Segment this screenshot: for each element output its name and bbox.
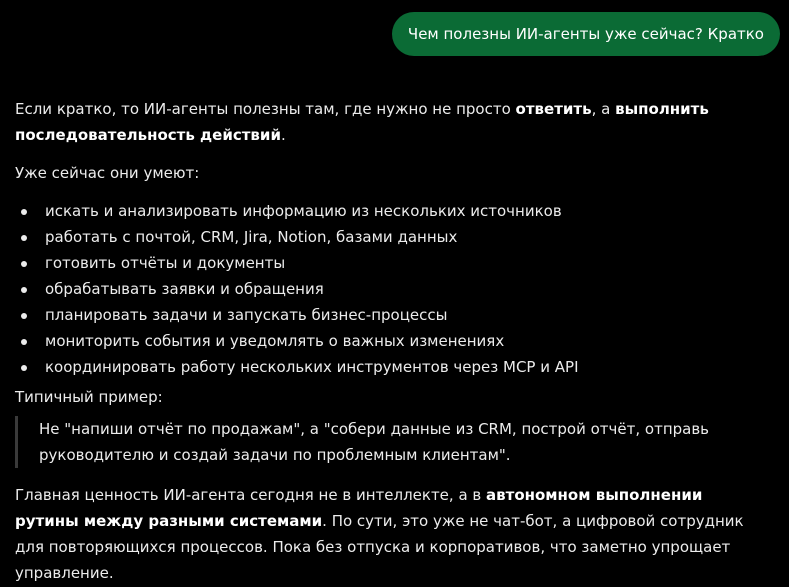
intro-text-3: . [280,126,286,144]
capabilities-list [15,198,767,380]
list-item-text: искать и анализировать информацию из нескольких источников [45,202,562,220]
answer-intro [15,96,767,148]
answer-conclusion [15,482,767,586]
bullet-dot-icon [21,287,27,293]
list-item [15,328,767,354]
intro-bold-2: выполнить последовательность действий [15,100,709,144]
bullet-dot-icon [21,235,27,241]
list-item-text: готовить отчёты и документы [45,254,286,272]
final-text-1: Главная ценность ИИ-агента сегодня не в интеллекте, а в [15,486,487,504]
user-message-row [392,12,780,56]
bullet-dot-icon [21,261,27,267]
list-item [15,302,767,328]
user-message-bubble: Чем полезны ИИ-агенты уже сейчас? Кратко [392,12,780,56]
intro-text-2: , а [591,100,616,118]
list-item [15,354,767,380]
bullet-dot-icon [21,365,27,371]
list-item [15,198,767,224]
answer-lead: Уже сейчас они умеют: [15,164,200,182]
intro-bold-1: ответить [515,100,592,118]
list-item-text: обрабатывать заявки и обращения [45,280,324,298]
list-item-text: работать с почтой, CRM, Jira, Notion, базами данных [45,228,458,246]
final-text-2: . По сути, это уже не чат-бот, а цифровой сотрудник для повторяющихся процессов. Пока без отпуска и корпоративов, что заметно упрощает управление. [15,512,744,582]
list-item [15,224,767,250]
bullet-dot-icon [21,209,27,215]
bullet-dot-icon [21,339,27,345]
example-blockquote: Не "напиши отчёт по продажам", а "собери данные из CRM, построй отчёт, отправь руководителю и создай задачи по проблемным клиентам". [15,416,753,468]
list-item-text: планировать задачи и запускать бизнес-процессы [45,306,448,324]
list-item [15,276,767,302]
assistant-answer [15,96,767,586]
example-title: Типичный пример: [15,388,163,406]
list-item [15,250,767,276]
list-item-text: мониторить события и уведомлять о важных изменениях [45,332,505,350]
list-item-text: координировать работу нескольких инструментов через MCP и API [45,358,579,376]
bullet-dot-icon [21,313,27,319]
intro-text-1: Если кратко, то ИИ-агенты полезны там, где нужно не просто [15,100,516,118]
final-bold-1: автономном выполнении рутины между разными системами [15,486,703,530]
